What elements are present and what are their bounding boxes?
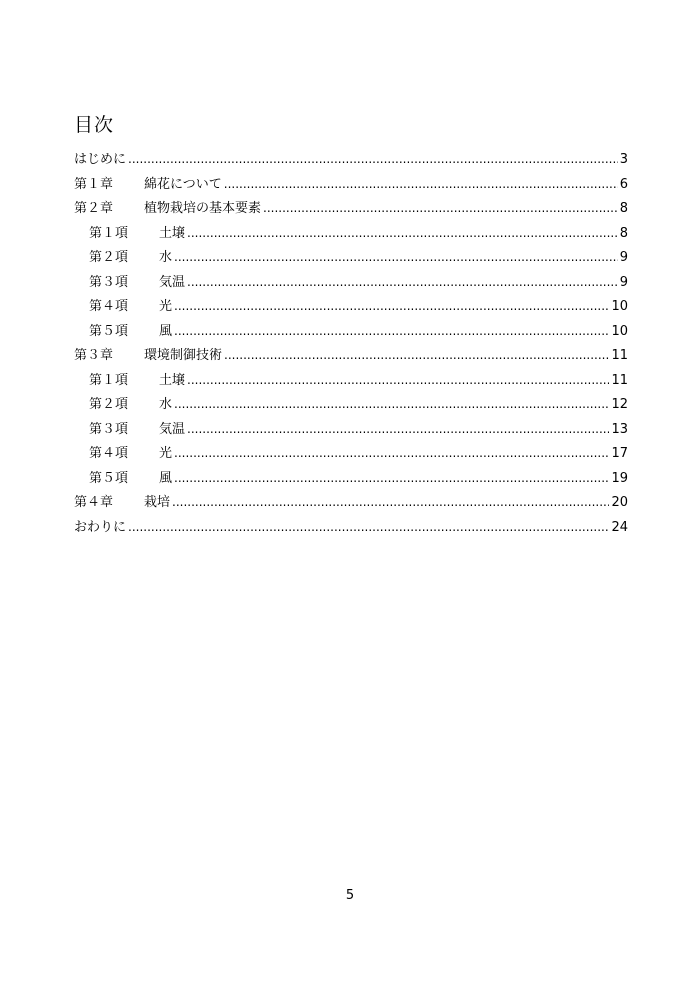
toc-entry-title: 気温 bbox=[159, 274, 186, 290]
toc-leader-dots bbox=[224, 345, 609, 365]
toc-entry-page: 17 bbox=[611, 446, 628, 461]
toc-entry-number: 第１項 bbox=[89, 225, 129, 241]
toc-entry-page: 3 bbox=[619, 152, 628, 167]
toc-entry[interactable] bbox=[74, 419, 628, 444]
toc-leader-dots bbox=[187, 419, 609, 439]
toc-entry[interactable] bbox=[74, 492, 628, 517]
toc-entry-title: 水 bbox=[159, 397, 173, 412]
toc-entry[interactable] bbox=[74, 174, 628, 199]
toc-entry-page: 9 bbox=[619, 274, 628, 290]
toc-entry-title: 土壌 bbox=[159, 225, 186, 241]
toc-entry[interactable] bbox=[74, 517, 628, 542]
toc-leader-dots bbox=[128, 149, 618, 169]
toc-entry-number: 第１章 bbox=[74, 176, 114, 192]
toc-entry-title: 光 bbox=[159, 446, 173, 461]
toc-leader-dots bbox=[174, 247, 618, 267]
toc-entry-number: 第３章 bbox=[74, 348, 114, 363]
toc-entry[interactable] bbox=[74, 296, 628, 321]
toc-leader-dots bbox=[187, 370, 609, 390]
toc-entry-page: 19 bbox=[611, 470, 628, 486]
toc-entry-title: 土壌 bbox=[159, 372, 186, 388]
toc-entry-title: 植物栽培の基本要素 bbox=[144, 201, 262, 216]
toc-entry-page: 11 bbox=[611, 348, 628, 363]
toc-entry-title: 綿花について bbox=[144, 176, 222, 192]
toc-leader-dots bbox=[174, 296, 609, 316]
page-number: 5 bbox=[345, 888, 355, 903]
toc-entry-number: 第１項 bbox=[89, 372, 129, 388]
toc-entry-page: 6 bbox=[619, 176, 628, 192]
toc-leader-dots bbox=[172, 492, 609, 512]
toc-entry-title: 気温 bbox=[159, 421, 186, 437]
toc-leader-dots bbox=[174, 394, 609, 414]
toc-entry-number: 第４項 bbox=[89, 299, 129, 314]
toc-leader-dots bbox=[263, 198, 618, 218]
toc-entry-number: 第５項 bbox=[89, 323, 129, 339]
toc-entry[interactable] bbox=[74, 247, 628, 272]
toc-entry[interactable] bbox=[74, 345, 628, 370]
toc-entry-number: 第３項 bbox=[89, 421, 129, 437]
toc-entry-page: 11 bbox=[611, 372, 628, 388]
toc-leader-dots bbox=[174, 321, 609, 341]
toc-entry-title: おわりに bbox=[74, 519, 127, 535]
toc-entry-number: 第２項 bbox=[89, 250, 129, 265]
toc-entry[interactable] bbox=[74, 443, 628, 468]
toc-entry-page: 8 bbox=[619, 201, 628, 216]
toc-leader-dots bbox=[224, 174, 618, 194]
toc-entry-title: 光 bbox=[159, 299, 173, 314]
toc-entry-page: 10 bbox=[611, 299, 628, 314]
toc-entry[interactable] bbox=[74, 394, 628, 419]
toc-entry-number: 第４章 bbox=[74, 495, 114, 510]
toc-entry-title: 風 bbox=[159, 470, 173, 486]
toc-entry-title: 水 bbox=[159, 250, 173, 265]
toc-entry-page: 10 bbox=[611, 323, 628, 339]
toc-leader-dots bbox=[174, 468, 609, 488]
toc-entry[interactable] bbox=[74, 149, 628, 174]
toc-list bbox=[74, 149, 628, 541]
toc-entry-number: 第３項 bbox=[89, 274, 129, 290]
toc-entry-page: 9 bbox=[619, 250, 628, 265]
toc-entry-page: 12 bbox=[611, 397, 628, 412]
toc-entry[interactable] bbox=[74, 272, 628, 297]
toc-entry-page: 13 bbox=[611, 421, 628, 437]
toc-leader-dots bbox=[187, 272, 618, 292]
toc-entry-page: 20 bbox=[611, 495, 628, 510]
toc-entry-number: 第２章 bbox=[74, 201, 114, 216]
toc-entry-number: 第４項 bbox=[89, 446, 129, 461]
toc-entry-title: 風 bbox=[159, 323, 173, 339]
toc-entry[interactable] bbox=[74, 223, 628, 248]
toc-entry-number: 第２項 bbox=[89, 397, 129, 412]
toc-entry-title: 環境制御技術 bbox=[144, 348, 223, 363]
toc-entry[interactable] bbox=[74, 321, 628, 346]
toc-entry[interactable] bbox=[74, 198, 628, 223]
toc-entry-title: 栽培 bbox=[144, 495, 171, 510]
toc-entry-title: はじめに bbox=[74, 152, 127, 167]
toc-heading: 目次 bbox=[74, 114, 115, 136]
toc-leader-dots bbox=[128, 517, 609, 537]
toc-entry-page: 8 bbox=[619, 225, 628, 241]
toc-leader-dots bbox=[187, 223, 618, 243]
toc-entry[interactable] bbox=[74, 468, 628, 493]
toc-leader-dots bbox=[174, 443, 609, 463]
toc-entry-number: 第５項 bbox=[89, 470, 129, 486]
toc-entry-page: 24 bbox=[611, 519, 628, 535]
toc-entry[interactable] bbox=[74, 370, 628, 395]
